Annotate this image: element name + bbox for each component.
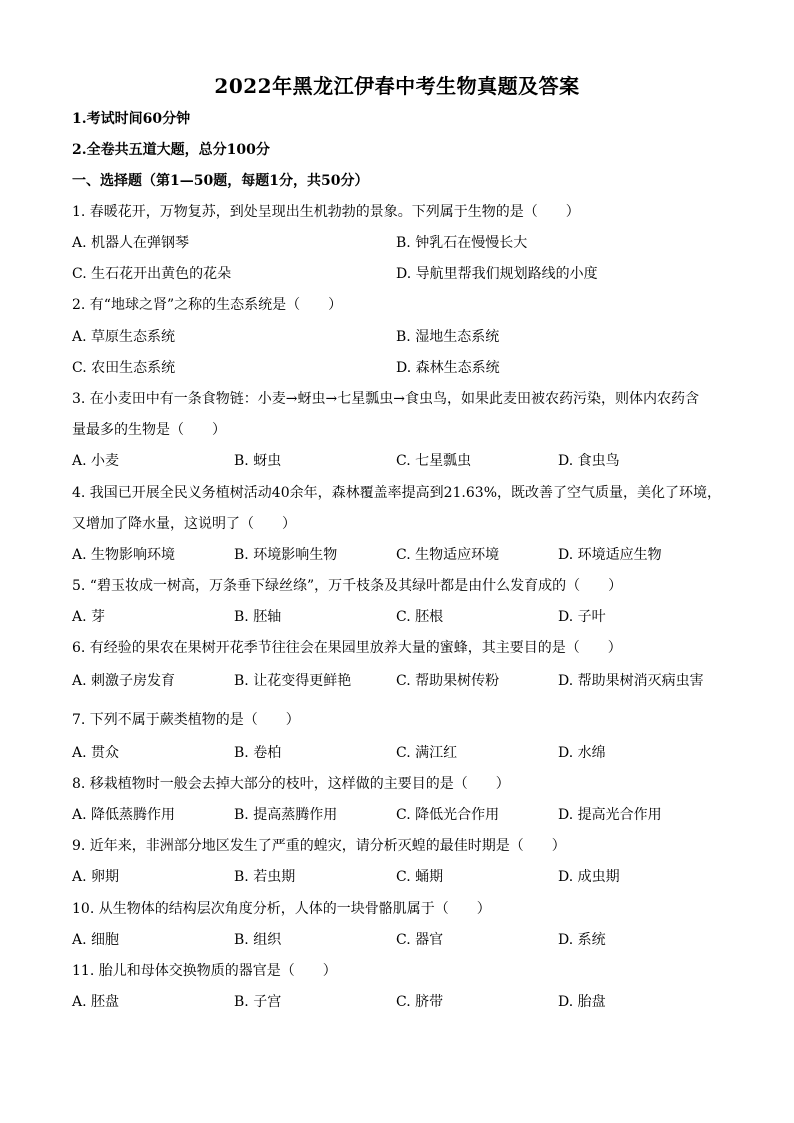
- question-7-stem: 7. 下列不属于蕨类植物的是（ ）: [72, 712, 300, 728]
- question-4-stem-line-2: 又增加了降水量，这说明了（ ）: [72, 516, 296, 532]
- question-1-option-a: A. 机器人在弹钢琴: [72, 235, 190, 251]
- question-11-option-a: A. 胚盘: [72, 994, 120, 1010]
- question-4-option-c: C. 生物适应环境: [396, 547, 500, 563]
- question-3-option-b: B. 蚜虫: [234, 453, 282, 469]
- question-3-stem-line-1: 3. 在小麦田中有一条食物链：小麦→蚜虫→七星瓢虫→食虫鸟，如果此麦田被农药污染，则体内农药含: [72, 391, 699, 407]
- question-10-option-a: A. 细胞: [72, 932, 120, 948]
- question-6-option-a: A. 刺激子房发育: [72, 673, 176, 689]
- question-11-stem: 11. 胎儿和母体交换物质的器官是（ ）: [72, 963, 337, 979]
- question-9-stem: 9. 近年来，非洲部分地区发生了严重的蝗灾，请分析灭蝗的最佳时期是（ ）: [72, 838, 566, 854]
- question-6-stem: 6. 有经验的果农在果树开花季节往往会在果园里放养大量的蜜蜂，其主要目的是（ ）: [72, 640, 622, 656]
- question-5-option-a: A. 芽: [72, 609, 106, 625]
- question-2-option-c: C. 农田生态系统: [72, 360, 176, 376]
- question-6-option-d: D. 帮助果树消灭病虫害: [558, 673, 704, 689]
- question-9-option-a: A. 卵期: [72, 869, 120, 885]
- question-3-option-a: A. 小麦: [72, 453, 120, 469]
- question-10-option-b: B. 组织: [234, 932, 282, 948]
- note-score: 2.全卷共五道大题，总分100分: [72, 142, 270, 158]
- question-4-stem-line-1: 4. 我国已开展全民义务植树活动40余年，森林覆盖率提高到21.63%，既改善了空气质量，美化了环境，: [72, 485, 722, 501]
- question-6-option-b: B. 让花变得更鲜艳: [234, 673, 352, 689]
- section-heading: 一、选择题（第1—50题，每题1分，共50分）: [72, 173, 369, 189]
- question-8-stem: 8. 移栽植物时一般会去掉大部分的枝叶，这样做的主要目的是（ ）: [72, 776, 510, 792]
- question-4-option-a: A. 生物影响环境: [72, 547, 176, 563]
- question-8-option-c: C. 降低光合作用: [396, 807, 500, 823]
- question-2-option-d: D. 森林生态系统: [396, 360, 500, 376]
- question-5-stem: 5. “碧玉妆成一树高，万条垂下绿丝绦”，万千枝条及其绿叶都是由什么发育成的（ ）: [72, 578, 623, 594]
- question-7-option-b: B. 卷柏: [234, 745, 282, 761]
- question-7-option-a: A. 贯众: [72, 745, 120, 761]
- question-7-option-c: C. 满江红: [396, 745, 458, 761]
- question-1-option-b: B. 钟乳石在慢慢长大: [396, 235, 528, 251]
- question-1-option-c: C. 生石花开出黄色的花朵: [72, 266, 232, 282]
- question-9-option-d: D. 成虫期: [558, 869, 620, 885]
- question-4-option-b: B. 环境影响生物: [234, 547, 338, 563]
- question-5-option-d: D. 子叶: [558, 609, 606, 625]
- question-3-option-c: C. 七星瓢虫: [396, 453, 472, 469]
- question-9-option-b: B. 若虫期: [234, 869, 296, 885]
- question-4-option-d: D. 环境适应生物: [558, 547, 662, 563]
- question-7-option-d: D. 水绵: [558, 745, 606, 761]
- question-10-stem: 10. 从生物体的结构层次角度分析，人体的一块骨骼肌属于（ ）: [72, 901, 491, 917]
- question-3-stem-line-2: 量最多的生物是（ ）: [72, 422, 226, 438]
- question-11-option-b: B. 子宫: [234, 994, 282, 1010]
- question-9-option-c: C. 蛹期: [396, 869, 444, 885]
- question-2-option-b: B. 湿地生态系统: [396, 329, 500, 345]
- note-time: 1.考试时间60分钟: [72, 111, 191, 127]
- question-2-option-a: A. 草原生态系统: [72, 329, 176, 345]
- question-2-stem: 2. 有“地球之肾”之称的生态系统是（ ）: [72, 297, 343, 313]
- question-8-option-a: A. 降低蒸腾作用: [72, 807, 176, 823]
- question-10-option-d: D. 系统: [558, 932, 606, 948]
- question-1-option-d: D. 导航里帮我们规划路线的小度: [396, 266, 598, 282]
- question-8-option-d: D. 提高光合作用: [558, 807, 662, 823]
- question-1-stem: 1. 春暖花开，万物复苏，到处呈现出生机勃勃的景象。下列属于生物的是（ ）: [72, 204, 580, 220]
- question-11-option-c: C. 脐带: [396, 994, 444, 1010]
- page-title: 2022年黑龙江伊春中考生物真题及答案: [214, 74, 580, 98]
- question-8-option-b: B. 提高蒸腾作用: [234, 807, 338, 823]
- question-5-option-c: C. 胚根: [396, 609, 444, 625]
- question-5-option-b: B. 胚轴: [234, 609, 282, 625]
- question-6-option-c: C. 帮助果树传粉: [396, 673, 500, 689]
- question-11-option-d: D. 胎盘: [558, 994, 606, 1010]
- question-3-option-d: D. 食虫鸟: [558, 453, 620, 469]
- question-10-option-c: C. 器官: [396, 932, 444, 948]
